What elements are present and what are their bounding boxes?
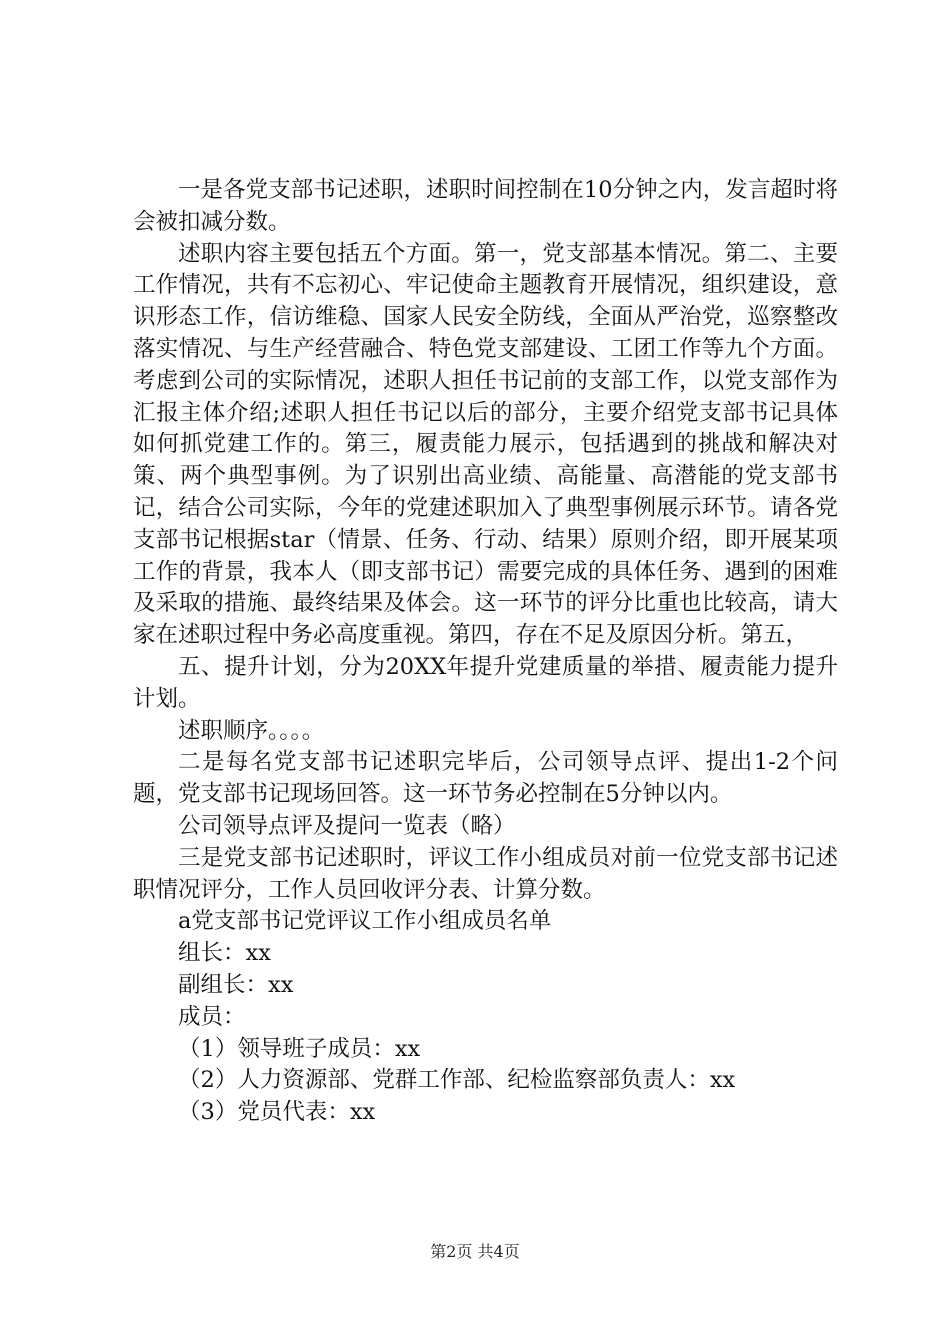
paragraph-8: a党支部书记党评议工作小组成员名单 [178, 908, 552, 935]
paragraph-2: 述职内容主要包括五个方面。第一，党支部基本情况。第二、主要工作情况，共有不忘初心、牢记使命主题教育开展情况，组织建设，意识形态工作，信访维稳、国家人民安全防线，全面从严治党，巡察整改落实情况、与生产经营融合、特色党支部建设、工团工作等九个方面。考虑到公司的实际情况，述职人担任书记前的支部工作，以党支部作为汇报主体介绍;述职人担任书记以后的部分，主要介绍党支部书记具体如何抓党建工作的。第三，履责能力展示，包括遇到的挑战和解决对策、两个典型事例。为了识别出高业绩、高能量、高潜能的党支部书记，结合公司实际，今年的党建述职加入了典型事例展示环节。请各党支部书记根据star（情景、任务、行动、结果）原则介绍，即开展某项工作的背景，我本人（即支部书记）需要完成的具体任务、遇到的困难及采取的措施、最终结果及体会。这一环节的评分比重也比较高，请大家在述职过程中务必高度重视。第四，存在不足及原因分析。第五， [133, 240, 838, 649]
document-body [133, 175, 838, 1129]
paragraph-10: 副组长：xx [178, 971, 294, 998]
paragraph-1: 一是各党支部书记述职，述职时间控制在10分钟之内，发言超时将会被扣减分数。 [133, 177, 838, 235]
member-item-2: （2）人力资源部、党群工作部、纪检监察部负责人：xx [178, 1067, 736, 1094]
paragraph-4: 述职顺序。。。。 [178, 717, 325, 744]
paragraph-9: 组长：xx [178, 940, 271, 967]
paragraph-6: 公司领导点评及提问一览表（略） [178, 812, 516, 839]
paragraph-3: 五、提升计划，分为20XX年提升党建质量的举措、履责能力提升计划。 [133, 653, 838, 712]
member-item-1: （1）领导班子成员：xx [178, 1035, 421, 1062]
paragraph-5: 二是每名党支部书记述职完毕后，公司领导点评、提出1-2个问题，党支部书记现场回答。这一环节务必控制在5分钟以内。 [133, 749, 838, 808]
member-item-3: （3）党员代表：xx [178, 1099, 376, 1126]
page-footer: 第2页 共4页 [430, 1242, 520, 1261]
paragraph-11: 成员： [178, 1003, 246, 1030]
paragraph-7: 三是党支部书记述职时，评议工作小组成员对前一位党支部书记述职情况评分，工作人员回收评分表、计算分数。 [133, 844, 838, 903]
